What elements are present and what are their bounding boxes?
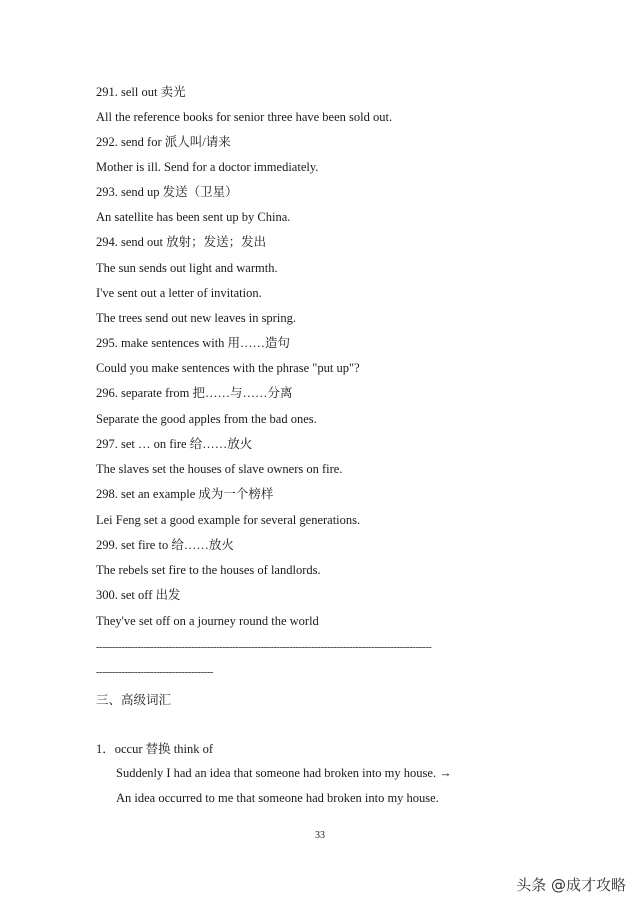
phrase-298: 298. set an example 成为一个榜样 bbox=[96, 487, 274, 501]
phrase-294: 294. send out 放射；发送；发出 bbox=[96, 235, 267, 249]
example-sentence: They've set off on a journey round the world bbox=[96, 614, 319, 628]
section-title: 三、高级词汇 bbox=[96, 693, 172, 707]
phrase-295: 295. make sentences with 用……造句 bbox=[96, 336, 291, 350]
example-sentence: The trees send out new leaves in spring. bbox=[96, 311, 296, 325]
example-sentence: Could you make sentences with the phrase "put up"? bbox=[96, 361, 360, 375]
divider-line: ---------------------------------------------------------------------------------------------------------- bbox=[96, 641, 432, 653]
vocab-item-heading: 1．occur 替换 think of bbox=[96, 742, 213, 756]
example-sentence: The slaves set the houses of slave owners on fire. bbox=[96, 462, 343, 476]
phrase-291: 291. sell out 卖光 bbox=[96, 85, 186, 99]
example-sentence: Separate the good apples from the bad ones. bbox=[96, 412, 317, 426]
vocab-example: An idea occurred to me that someone had broken into my house. bbox=[116, 791, 439, 805]
example-sentence: The sun sends out light and warmth. bbox=[96, 261, 278, 275]
vocab-example: Suddenly I had an idea that someone had broken into my house. → bbox=[116, 766, 452, 780]
phrase-293: 293. send up 发送（卫星） bbox=[96, 185, 238, 199]
phrase-300: 300. set off 出发 bbox=[96, 588, 181, 602]
phrase-296: 296. separate from 把……与……分离 bbox=[96, 386, 293, 400]
phrase-299: 299. set fire to 给……放火 bbox=[96, 538, 234, 552]
example-sentence: I've sent out a letter of invitation. bbox=[96, 286, 262, 300]
divider-line-continuation: ------------------------------------- bbox=[96, 666, 214, 678]
watermark: 头条 @成才攻略 bbox=[516, 876, 626, 894]
phrase-297: 297. set … on fire 给……放火 bbox=[96, 437, 253, 451]
example-sentence: Lei Feng set a good example for several generations. bbox=[96, 513, 361, 527]
example-sentence: An satellite has been sent up by China. bbox=[96, 210, 291, 224]
phrase-292: 292. send for 派人叫/请来 bbox=[96, 135, 231, 149]
page-number: 33 bbox=[315, 830, 325, 841]
example-sentence: The rebels set fire to the houses of landlords. bbox=[96, 563, 321, 577]
example-sentence: Mother is ill. Send for a doctor immediately. bbox=[96, 160, 319, 174]
example-sentence: All the reference books for senior three have been sold out. bbox=[96, 110, 393, 124]
